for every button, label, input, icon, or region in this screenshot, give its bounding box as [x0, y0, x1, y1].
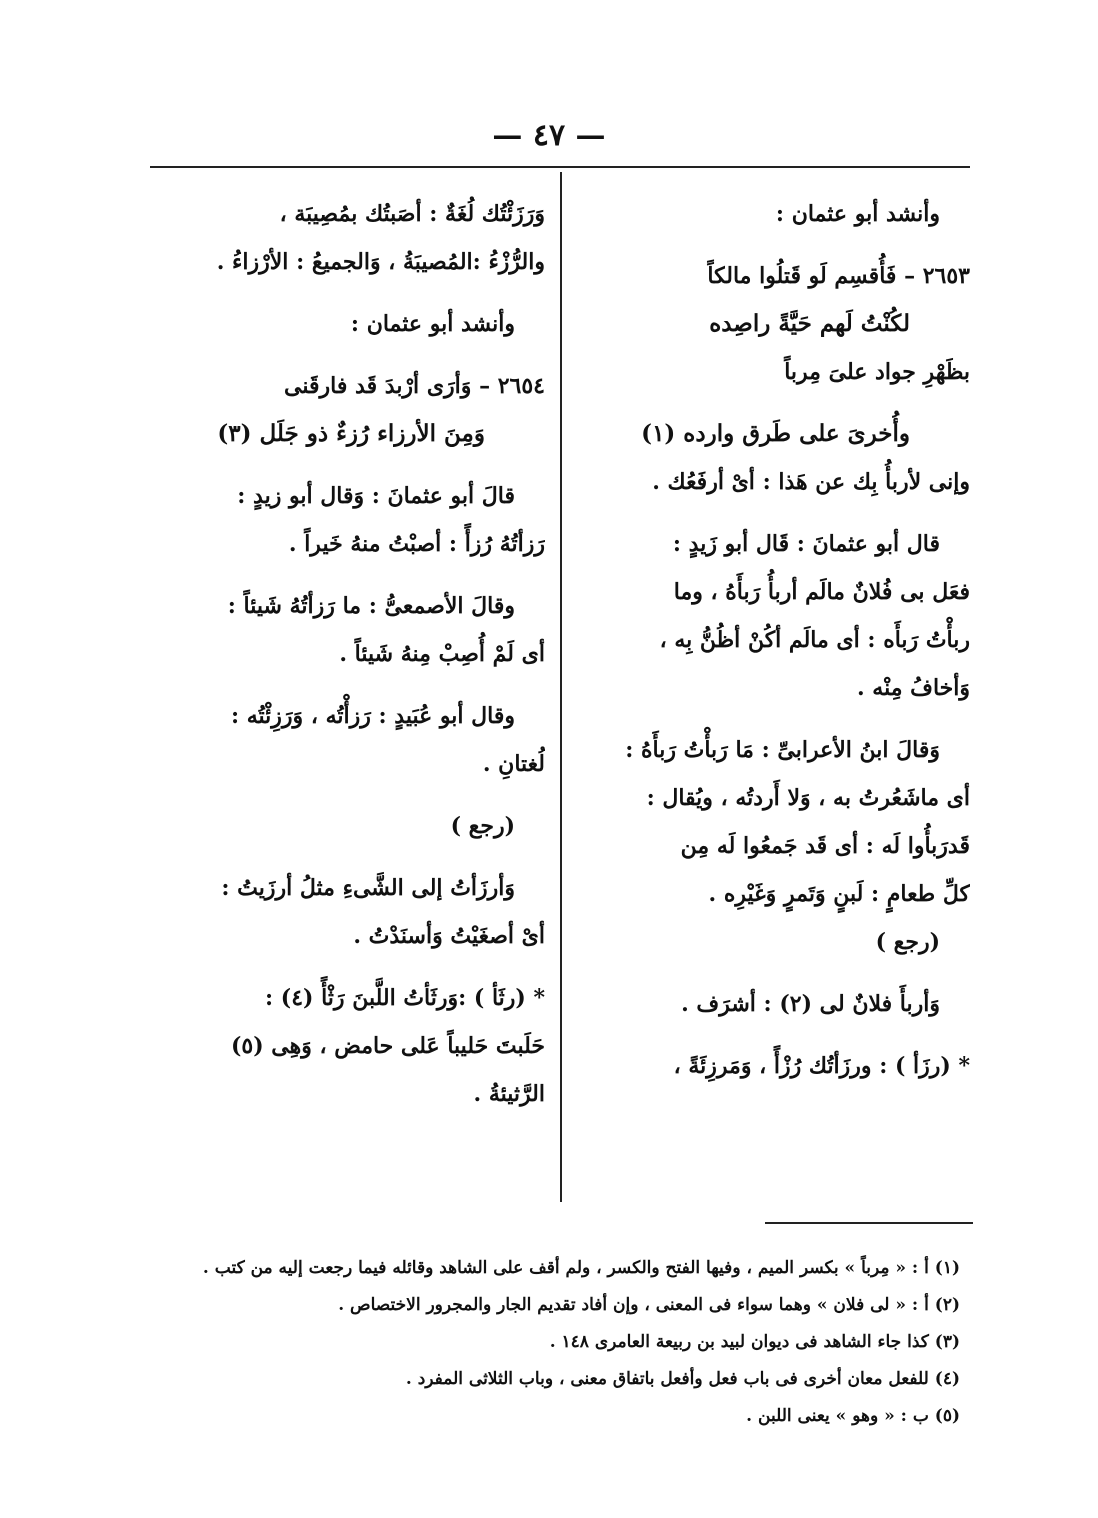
paragraph-gap — [580, 238, 970, 252]
paragraph-gap — [580, 712, 970, 726]
text-line: وَأربأَ فلانٌ لى (٢) : أشرَف . — [681, 991, 940, 1017]
text-line: كلِّ طعامٍ : لَبنٍ وَتَمرٍ وَغَيْرِه . — [708, 881, 970, 907]
text-line: رَزأتُهُ رُزأً : أصبْتُ منهُ خَيراً . — [288, 531, 545, 557]
paragraph-gap — [150, 286, 545, 300]
paragraph-gap — [580, 966, 970, 980]
paragraph-gap — [150, 960, 545, 974]
text-line: الرَّثيئةُ . — [473, 1081, 545, 1107]
right-column — [580, 190, 970, 1090]
paragraph-gap — [150, 850, 545, 864]
footnotes — [150, 1250, 960, 1435]
text-line: حَلَبتَ حَليباً عَلى حامض ، وَهِى (٥) — [230, 1033, 545, 1059]
header-rule — [150, 166, 970, 168]
text-line: وَأخافُ مِنْه . — [856, 675, 970, 701]
text-line: لُغتانِ . — [482, 751, 545, 777]
footnote: (٤) للفعل معان أخرى فى باب فعل وأفعل باتفاق معنى ، وباب الثلاثى المفرد . — [405, 1369, 960, 1389]
text-line: وأنشد أبو عثمان : — [350, 311, 515, 337]
text-line: قال أبو عثمانَ : قَال أبو زَيدٍ : — [672, 531, 940, 557]
paragraph-gap — [150, 568, 545, 582]
paragraph-gap — [150, 788, 545, 802]
footnote-rule — [765, 1222, 973, 1224]
text-line: قالَ أبو عثمانَ : وَقال أبو زيدٍ : — [237, 483, 515, 509]
text-line: * (رزَأ ) : ورزَأتُك رُزْأً ، وَمَرزِئَةً ، — [673, 1053, 970, 1079]
text-line: أىْ أصغَيْتُ وَأسنَدْتُ . — [353, 923, 545, 949]
paragraph-gap — [150, 678, 545, 692]
paragraph-gap — [580, 396, 970, 410]
text-line: قَدرَبأُوا لَه : أى قَد جَمعُوا لَه مِن — [680, 833, 970, 859]
verse-line: لكُنْتُ لَهم حَيَّةً راصِده — [709, 310, 910, 337]
left-column — [150, 190, 545, 1118]
text-line: وإنى لأربأُ بِك عن هَذا : أىْ أرفَعُك . — [652, 469, 970, 495]
text-line: أى ماشَعُرتُ به ، وَلا أَردتُه ، ويُقال : — [646, 785, 970, 811]
text-line: وأنشد أبو عثمان : — [775, 201, 940, 227]
text-line: وقالَ الأصمعىُّ : ما رَزأتُهُ شَيئاً : — [227, 593, 515, 619]
text-line: وقال أبو عُبَيدٍ : رَزأْتُه ، وَرَزِئْتُه : — [230, 703, 515, 729]
footnote: (٢) أ : « لى فلان » وهما سواء فى المعنى ، وإن أفاد تقديم الجار والمجرور الاختصاص . — [338, 1295, 960, 1315]
text-line: ربأْتُ رَبأَه : أى مالَم أكُنْ أظُنُّ بِه ، — [659, 627, 970, 653]
text-line: (رجع ) — [875, 929, 940, 955]
text-line: وَقالَ ابنُ الأعرابىِّ : مَا رَبأْتُ رَبأَهُ : — [625, 737, 940, 763]
footnote: (٥) ب : « وهو » يعنى اللبن . — [746, 1406, 960, 1426]
paragraph-gap — [150, 348, 545, 362]
text-line: ٢٦٥٣ – فَأُقسِم لَو قَتلُوا مالكاً — [707, 263, 970, 289]
paragraph-gap — [580, 506, 970, 520]
text-line: * (رثَأ ) :وَرثَأتُ اللَّبنَ رَثْأً (٤) : — [264, 985, 545, 1011]
text-line: أى لَمْ أُصِبْ مِنهُ شَيئاً . — [339, 641, 545, 667]
column-divider — [560, 172, 562, 1202]
text-line: (رجع ) — [450, 813, 515, 839]
text-line: فعَل بى فُلانٌ مالَم أربأُ رَبأَهُ ، وما — [673, 579, 970, 605]
verse-line: وَمِنَ الأرزاء رُزءٌ ذو جَلَل (٣) — [217, 420, 485, 447]
text-line: وَأرزَأتُ إلى الشَّىءِ مثلُ أرزَيتُ : — [221, 875, 515, 901]
text-line: ٢٦٥٤ – وَأرَى أرْبدَ قَد فارقَنى — [284, 373, 545, 399]
footnote: (١) أ : « مِرباً » بكسر الميم ، وفيها الفتح والكسر ، ولم أقف على الشاهد وقائله فيما رجعت إليه من كتب . — [202, 1258, 960, 1278]
text-line: والرُّزْءُ :المُصيبَةُ ، وَالجميعُ : الأرْزاءُ . — [216, 249, 545, 275]
verse-line: وأُخرىَ على طَرق وارده (١) — [641, 420, 910, 447]
page-number: — ٤٧ — — [492, 118, 606, 153]
footnote: (٣) كذا جاء الشاهد فى ديوان لبيد بن ربيعة العامرى ١٤٨ . — [549, 1332, 960, 1352]
paragraph-gap — [580, 1028, 970, 1042]
paragraph-gap — [150, 458, 545, 472]
text-line: بظَهْرِ جواد علىَ مِرباً — [784, 359, 970, 385]
text-line: وَرَزَئْتُك لُغَةٌ : أصَبتُك بمُصِيبَة ، — [279, 201, 545, 227]
